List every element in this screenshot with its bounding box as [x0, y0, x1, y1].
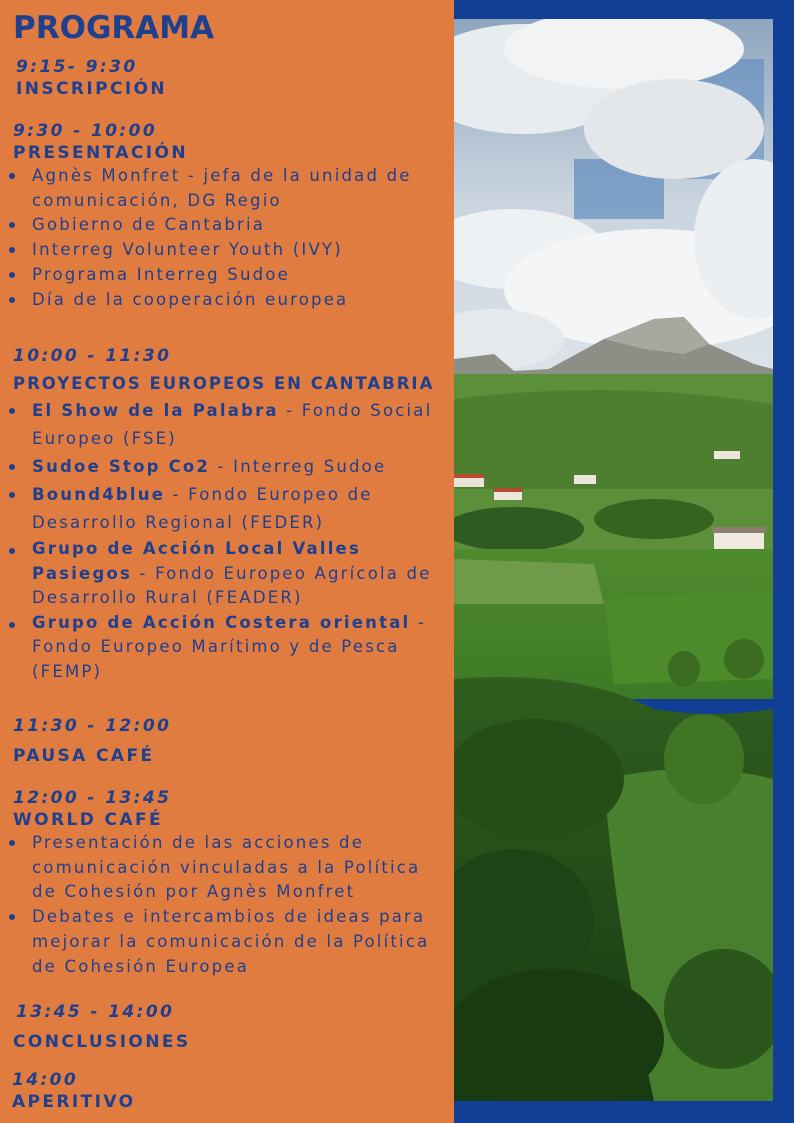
session-heading: APERITIVO [12, 1092, 136, 1112]
session-coffee-break [0, 715, 454, 767]
list-item: Grupo de Acción Local Valles Pasiegos - Fondo Europeo Agrícola de Desarrollo Rural (FEADER) [0, 537, 454, 611]
session-registration [0, 56, 454, 100]
session-european-projects [0, 345, 454, 684]
world-cafe-list [0, 831, 454, 979]
landscape-illustration [454, 19, 773, 1101]
session-aperitif [0, 1069, 454, 1113]
session-conclusions [0, 1001, 454, 1053]
list-item: Interreg Volunteer Youth (IVY) [0, 238, 454, 263]
session-heading: PAUSA CAFÉ [13, 746, 155, 766]
session-time: 14:00 [12, 1070, 79, 1090]
session-heading: PRESENTACIÓN [13, 143, 188, 163]
session-time: 12:00 - 13:45 [13, 788, 172, 808]
session-heading: INSCRIPCIÓN [16, 79, 168, 99]
photo-frame [454, 0, 794, 1123]
session-world-cafe [0, 787, 454, 979]
list-item: Presentación de las acciones de comunicación vinculadas a la Política de Cohesión por Agnès Monfret [0, 831, 454, 905]
session-time: 9:15- 9:30 [16, 57, 138, 77]
session-heading: PROYECTOS EUROPEOS EN CANTABRIA [13, 374, 435, 393]
session-heading: CONCLUSIONES [13, 1032, 191, 1052]
list-item: Sudoe Stop Co2 - Interreg Sudoe [0, 453, 454, 481]
projects-list [0, 397, 454, 684]
program-title: PROGRAMA [13, 10, 215, 46]
session-time: 13:45 - 14:00 [16, 1002, 175, 1022]
session-heading: WORLD CAFÉ [13, 810, 164, 830]
list-item: Día de la cooperación europea [0, 288, 454, 313]
list-item: Programa Interreg Sudoe [0, 263, 454, 288]
list-item: Bound4blue - Fondo Europeo de Desarrollo Regional (FEDER) [0, 481, 454, 537]
list-item: Gobierno de Cantabria [0, 213, 454, 238]
list-item: El Show de la Palabra - Fondo Social Europeo (FSE) [0, 397, 454, 453]
list-item: Debates e intercambios de ideas para mejorar la comunicación de la Política de Cohesión Europea [0, 905, 454, 979]
presentation-list [0, 164, 454, 312]
mountain-landscape-photo [454, 19, 773, 1101]
list-item: Agnès Monfret - jefa de la unidad de comunicación, DG Regio [0, 164, 454, 213]
session-time: 11:30 - 12:00 [13, 716, 172, 736]
session-time: 10:00 - 11:30 [13, 346, 172, 366]
session-presentation [0, 120, 454, 312]
session-time: 9:30 - 10:00 [13, 121, 158, 141]
list-item: Grupo de Acción Costera oriental - Fondo Europeo Marítimo y de Pesca (FEMP) [0, 611, 454, 685]
